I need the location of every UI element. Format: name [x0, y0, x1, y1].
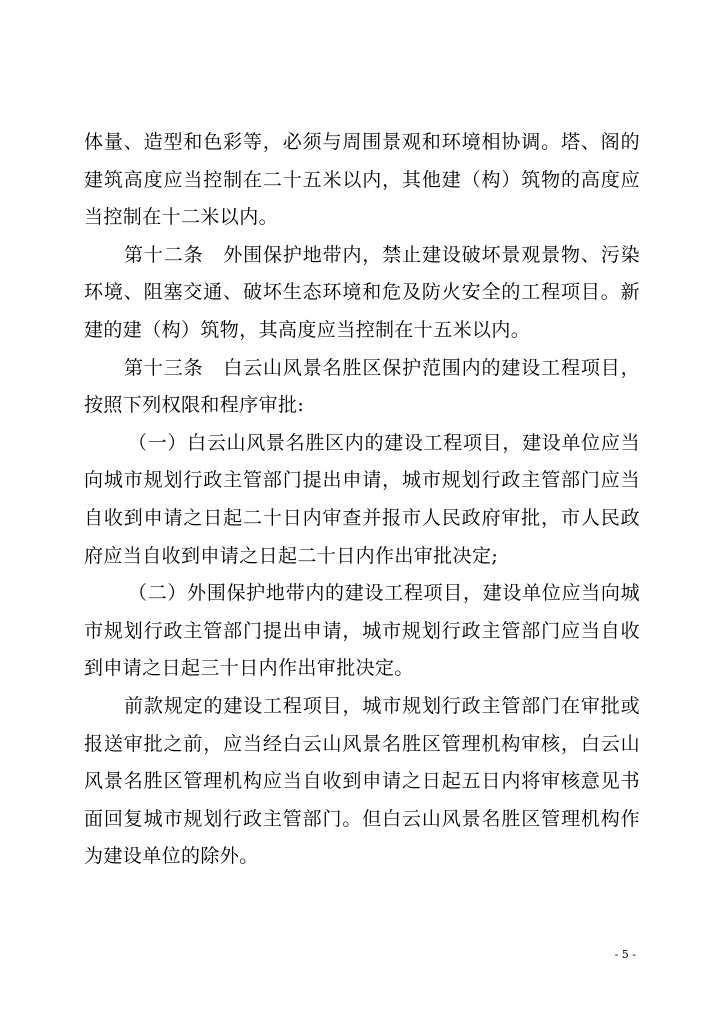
text-line: 体量、造型和色彩等，必须与周围景观和环境相协调。塔、阁的 [84, 131, 640, 153]
text-line: 建的建（构）筑物，其高度应当控制在十五米以内。 [84, 318, 531, 341]
text-line: 府应当自收到申请之日起二十日内作出审批决定; [84, 544, 499, 567]
body-text [84, 124, 640, 876]
text-line: 为建设单位的除外。 [84, 845, 259, 868]
paragraph-line: 前款规定的建设工程项目，城市规划行政主管部门在审批或 [124, 694, 640, 717]
text-line: 风景名胜区管理机构应当自收到申请之日起五日内将审核意见书 [84, 770, 640, 793]
page-number: - 5 - [614, 948, 636, 961]
text-line: 面回复城市规划行政主管部门。但白云山风景名胜区管理机构作 [84, 807, 640, 830]
text-line: 环境、阻塞交通、破坏生态环境和危及防火安全的工程项目。新 [84, 281, 640, 304]
text-line: 自收到申请之日起二十日内审查并报市人民政府审批，市人民政 [84, 506, 640, 529]
text-line: 向城市规划行政主管部门提出申请，城市规划行政主管部门应当 [84, 469, 640, 492]
article-12-heading-line: 第十二条 外围保护地带内，禁止建设破坏景观景物、污染 [124, 243, 640, 266]
text-line: 按照下列权限和程序审批: [84, 394, 305, 417]
text-line: 报送审批之前，应当经白云山风景名胜区管理机构审核，白云山 [84, 732, 640, 755]
text-line: 建筑高度应当控制在二十五米以内，其他建（构）筑物的高度应 [84, 168, 640, 191]
article-13-heading-line: 第十三条 白云山风景名胜区保护范围内的建设工程项目， [124, 356, 640, 379]
text-line: 当控制在十二米以内。 [84, 206, 279, 229]
text-line: 市规划行政主管部门提出申请，城市规划行政主管部门应当自收 [84, 619, 640, 642]
text-line: 到申请之日起三十日内作出审批决定。 [84, 657, 414, 680]
item-2-line: （二）外围保护地带内的建设工程项目，建设单位应当向城 [128, 582, 640, 605]
item-1-line: （一）白云山风景名胜区内的建设工程项目，建设单位应当 [128, 431, 640, 454]
